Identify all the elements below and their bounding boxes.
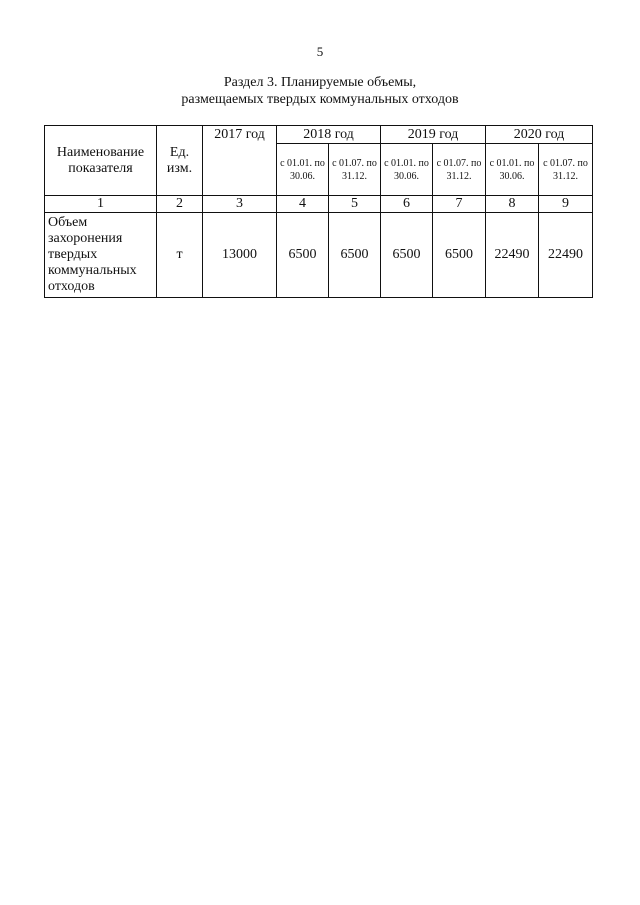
header-name: Наименование показателя (45, 126, 157, 196)
row-value-2018-h2: 6500 (329, 213, 381, 298)
column-number-9: 9 (539, 196, 593, 213)
column-number-2: 2 (157, 196, 203, 213)
header-year-2018: 2018 год (277, 126, 381, 144)
section-title-line-1: Раздел 3. Планируемые объемы, (223, 75, 417, 90)
header-year-2017: 2017 год (203, 126, 277, 196)
page-number: 5 (316, 44, 324, 59)
header-2020-second-half: с 01.07. по 31.12. (539, 144, 593, 196)
planned-volumes-table (44, 125, 593, 298)
row-value-2017: 13000 (203, 213, 277, 298)
row-value-2019-h1: 6500 (381, 213, 433, 298)
column-number-3: 3 (203, 196, 277, 213)
row-value-2020-h1: 22490 (486, 213, 539, 298)
column-number-6: 6 (381, 196, 433, 213)
header-2019-first-half: с 01.01. по 30.06. (381, 144, 433, 196)
column-number-8: 8 (486, 196, 539, 213)
column-number-5: 5 (329, 196, 381, 213)
header-year-2020: 2020 год (486, 126, 593, 144)
row-value-2020-h2: 22490 (539, 213, 593, 298)
row-unit: т (157, 213, 203, 298)
column-number-4: 4 (277, 196, 329, 213)
column-number-1: 1 (45, 196, 157, 213)
header-2019-second-half: с 01.07. по 31.12. (433, 144, 486, 196)
row-value-2018-h1: 6500 (277, 213, 329, 298)
row-value-2019-h2: 6500 (433, 213, 486, 298)
header-2018-second-half: с 01.07. по 31.12. (329, 144, 381, 196)
row-name: Объем захоронения твердых коммунальных отходов (45, 213, 157, 298)
header-year-2019: 2019 год (381, 126, 486, 144)
header-2018-first-half: с 01.01. по 30.06. (277, 144, 329, 196)
header-2020-first-half: с 01.01. по 30.06. (486, 144, 539, 196)
section-title-line-2: размещаемых твердых коммунальных отходов (181, 92, 459, 107)
section-title (0, 74, 640, 108)
column-number-7: 7 (433, 196, 486, 213)
table-row (45, 213, 593, 298)
header-unit: Ед. изм. (157, 126, 203, 196)
